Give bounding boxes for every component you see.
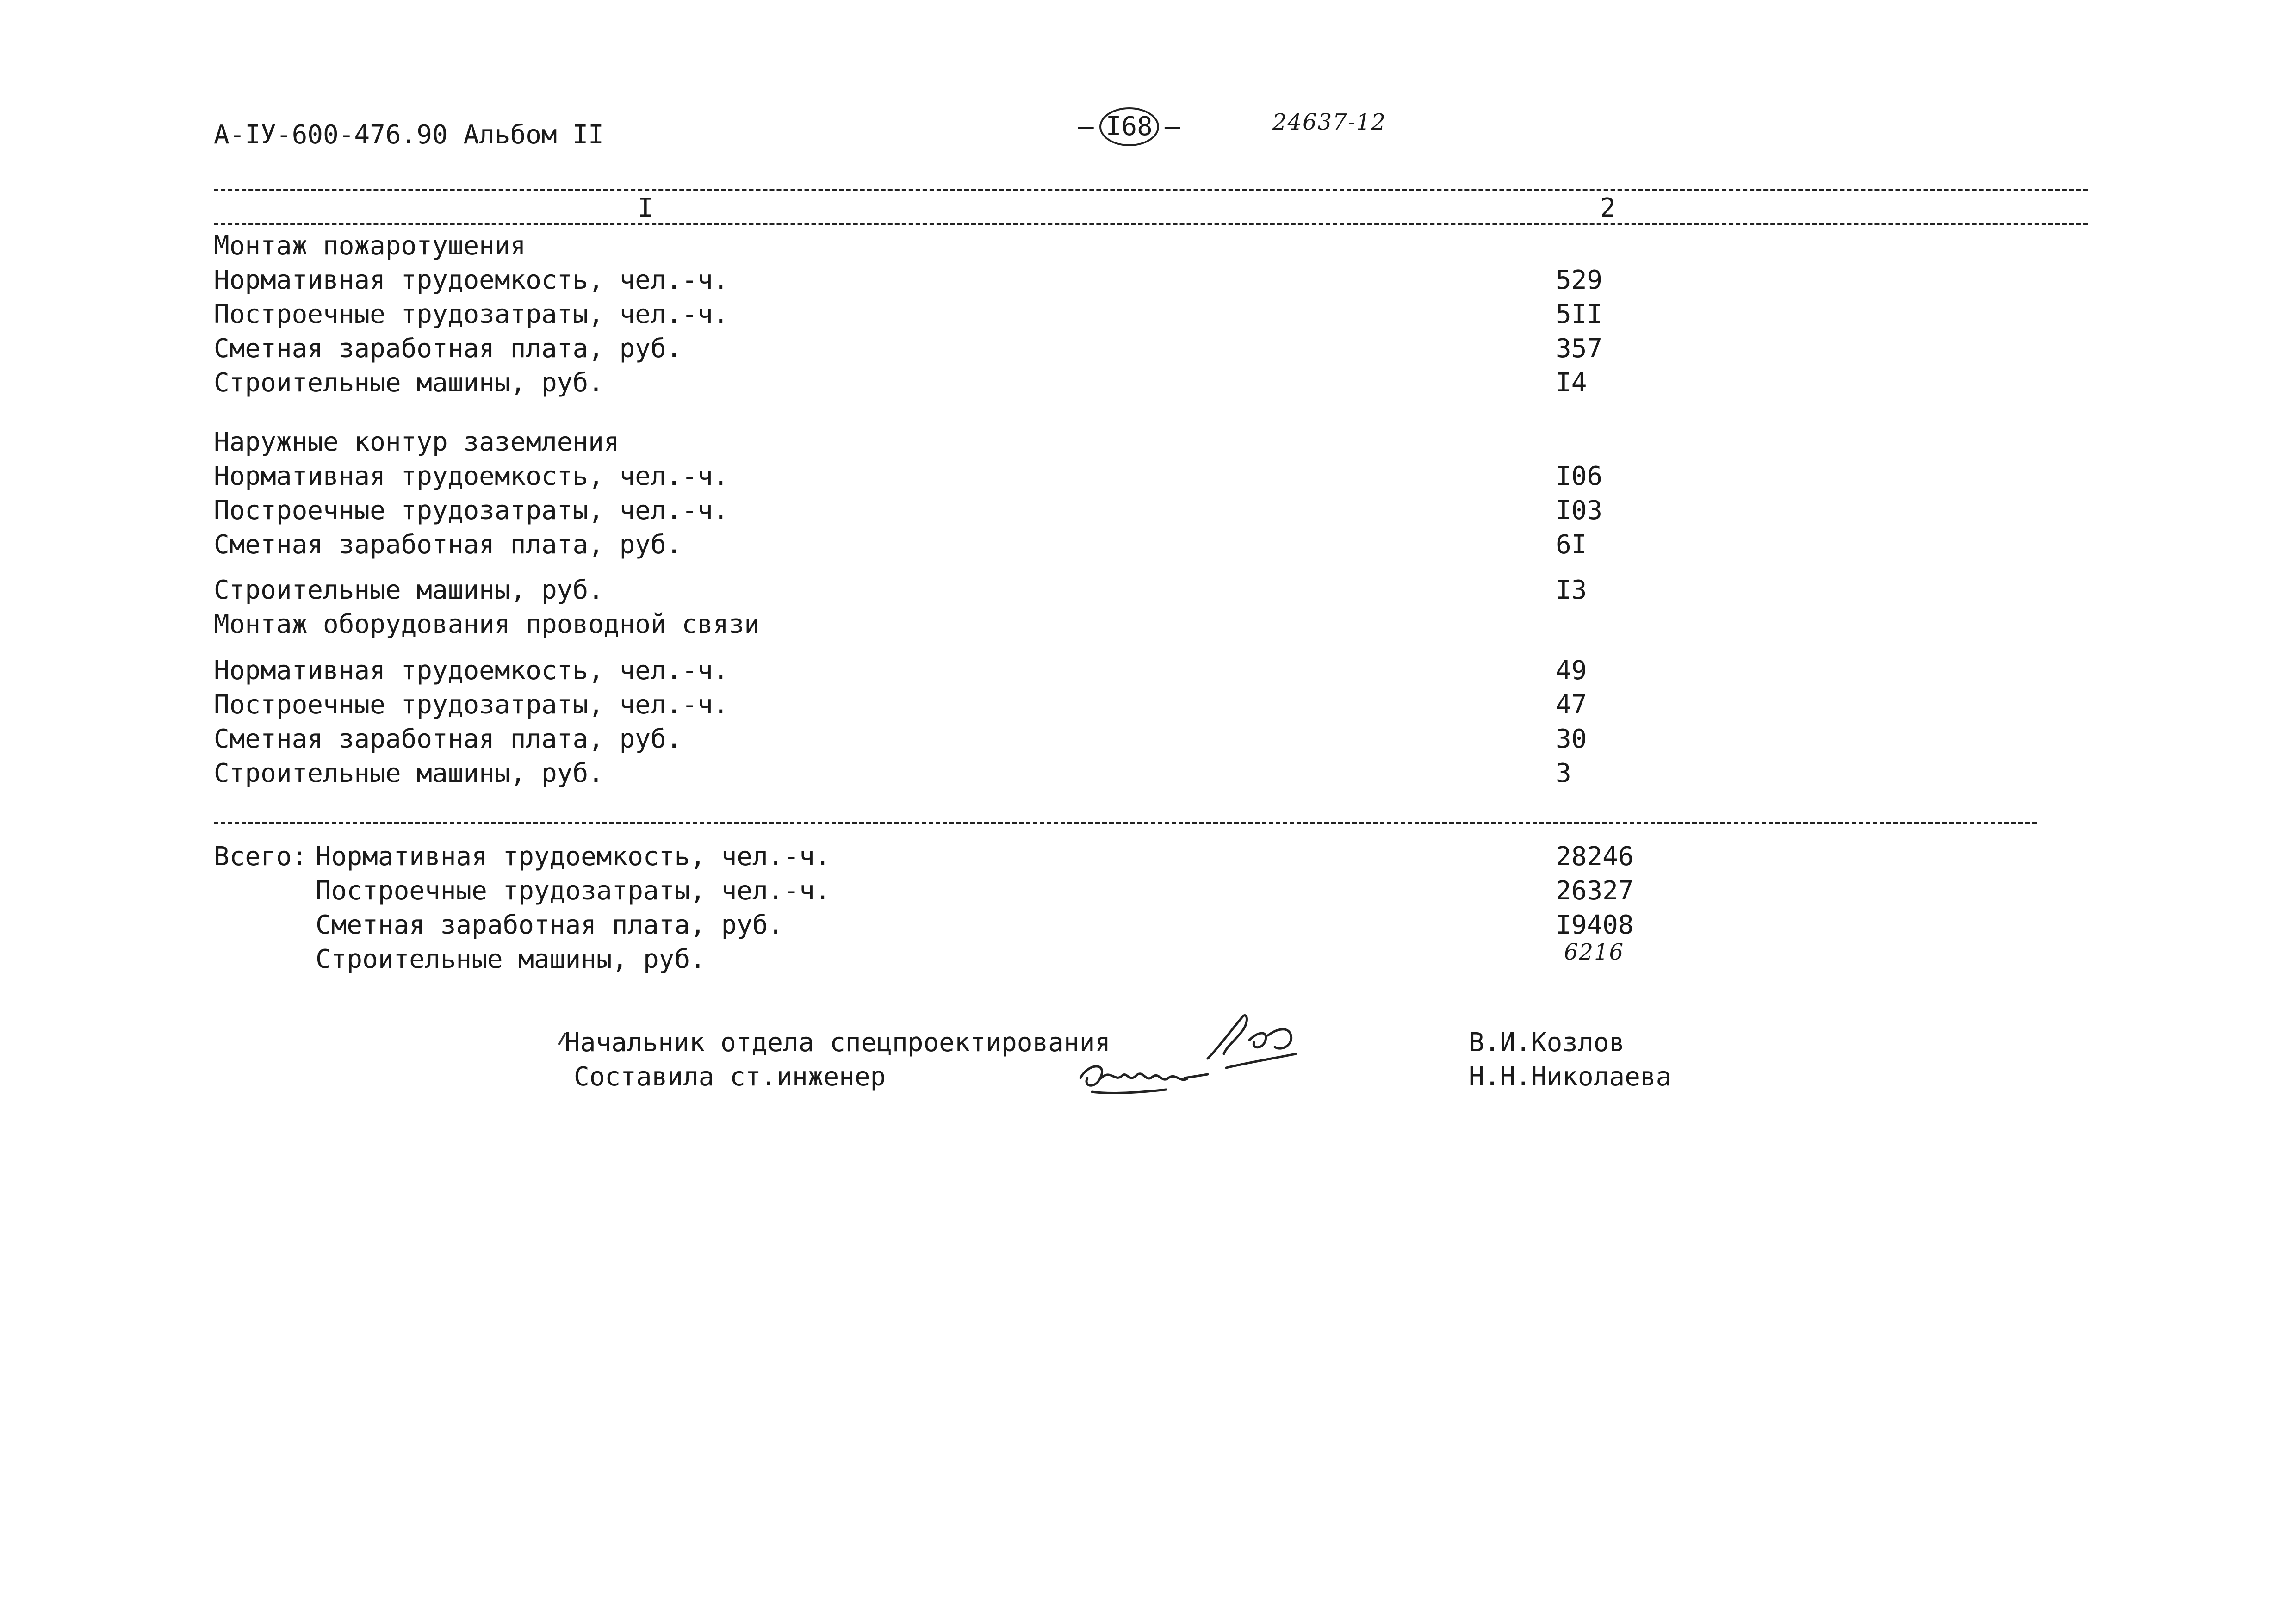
row-label: Нормативная трудоемкость, чел.-ч.: [214, 265, 729, 295]
signatory-position: Начальник отдела спецпроектирования: [565, 1028, 1111, 1058]
page-number: I68: [1099, 107, 1159, 146]
total-value-handwritten: 6216: [1564, 939, 1625, 965]
signatory-name: В.И.Козлов: [1469, 1028, 1625, 1058]
row-value: I4: [1556, 368, 1587, 398]
section-title: Наружные контур заземления: [214, 427, 620, 457]
total-label: Построечные трудозатраты, чел.-ч.: [316, 876, 831, 906]
row-value: 30: [1556, 724, 1587, 754]
total-label: Нормативная трудоемкость, чел.-ч.: [316, 842, 831, 872]
row-label: Сметная заработная плата, руб.: [214, 724, 682, 754]
section-title: Монтаж оборудования проводной связи: [214, 609, 760, 639]
row-label: Нормативная трудоемкость, чел.-ч.: [214, 656, 729, 686]
page-number-suffix: –: [1164, 112, 1180, 142]
total-label: Строительные машины, руб.: [316, 944, 706, 974]
page-number-prefix: –: [1078, 112, 1094, 142]
signature-nikolaeva-icon: [1074, 1050, 1217, 1101]
column-2-header: 2: [1592, 193, 1624, 223]
row-value: 357: [1556, 334, 1603, 364]
column-1-header: I: [629, 193, 662, 223]
row-label: Построечные трудозатраты, чел.-ч.: [214, 690, 729, 720]
row-label: Нормативная трудоемкость, чел.-ч.: [214, 461, 729, 491]
row-label: Строительные машины, руб.: [214, 368, 604, 398]
total-value: I9408: [1556, 910, 1634, 940]
total-value: 26327: [1556, 876, 1634, 906]
handwritten-reference: 24637-12: [1272, 109, 1386, 135]
signatory-name: Н.Н.Николаева: [1469, 1062, 1672, 1092]
signatory-position: Составила ст.инженер: [574, 1062, 886, 1092]
row-value: 3: [1556, 758, 1571, 788]
totals-prefix: Всего:: [214, 842, 308, 872]
row-value: 47: [1556, 690, 1587, 720]
table-header-rule: [214, 223, 2088, 225]
row-label: Сметная заработная плата, руб.: [214, 334, 682, 364]
row-value: 529: [1556, 265, 1603, 295]
row-label: Построечные трудозатраты, чел.-ч.: [214, 496, 729, 526]
total-label: Сметная заработная плата, руб.: [316, 910, 784, 940]
row-value: 6I: [1556, 530, 1587, 560]
table-top-rule: [214, 189, 2088, 191]
row-label: Сметная заработная плата, руб.: [214, 530, 682, 560]
page-number-block: [1078, 107, 1180, 146]
row-value: I06: [1556, 461, 1603, 491]
row-value: I03: [1556, 496, 1603, 526]
row-label: Строительные машины, руб.: [214, 758, 604, 788]
row-value: 49: [1556, 656, 1587, 686]
row-value: 5II: [1556, 299, 1603, 329]
row-label: Строительные машины, руб.: [214, 575, 604, 605]
total-value: 28246: [1556, 842, 1634, 872]
row-label: Построечные трудозатраты, чел.-ч.: [214, 299, 729, 329]
tick-mark: [555, 1031, 569, 1049]
document-code: А-IУ-600-476.90 Альбом II: [214, 120, 604, 150]
totals-rule: [214, 822, 2037, 824]
row-value: I3: [1556, 575, 1587, 605]
section-title: Монтаж пожаротушения: [214, 231, 526, 261]
